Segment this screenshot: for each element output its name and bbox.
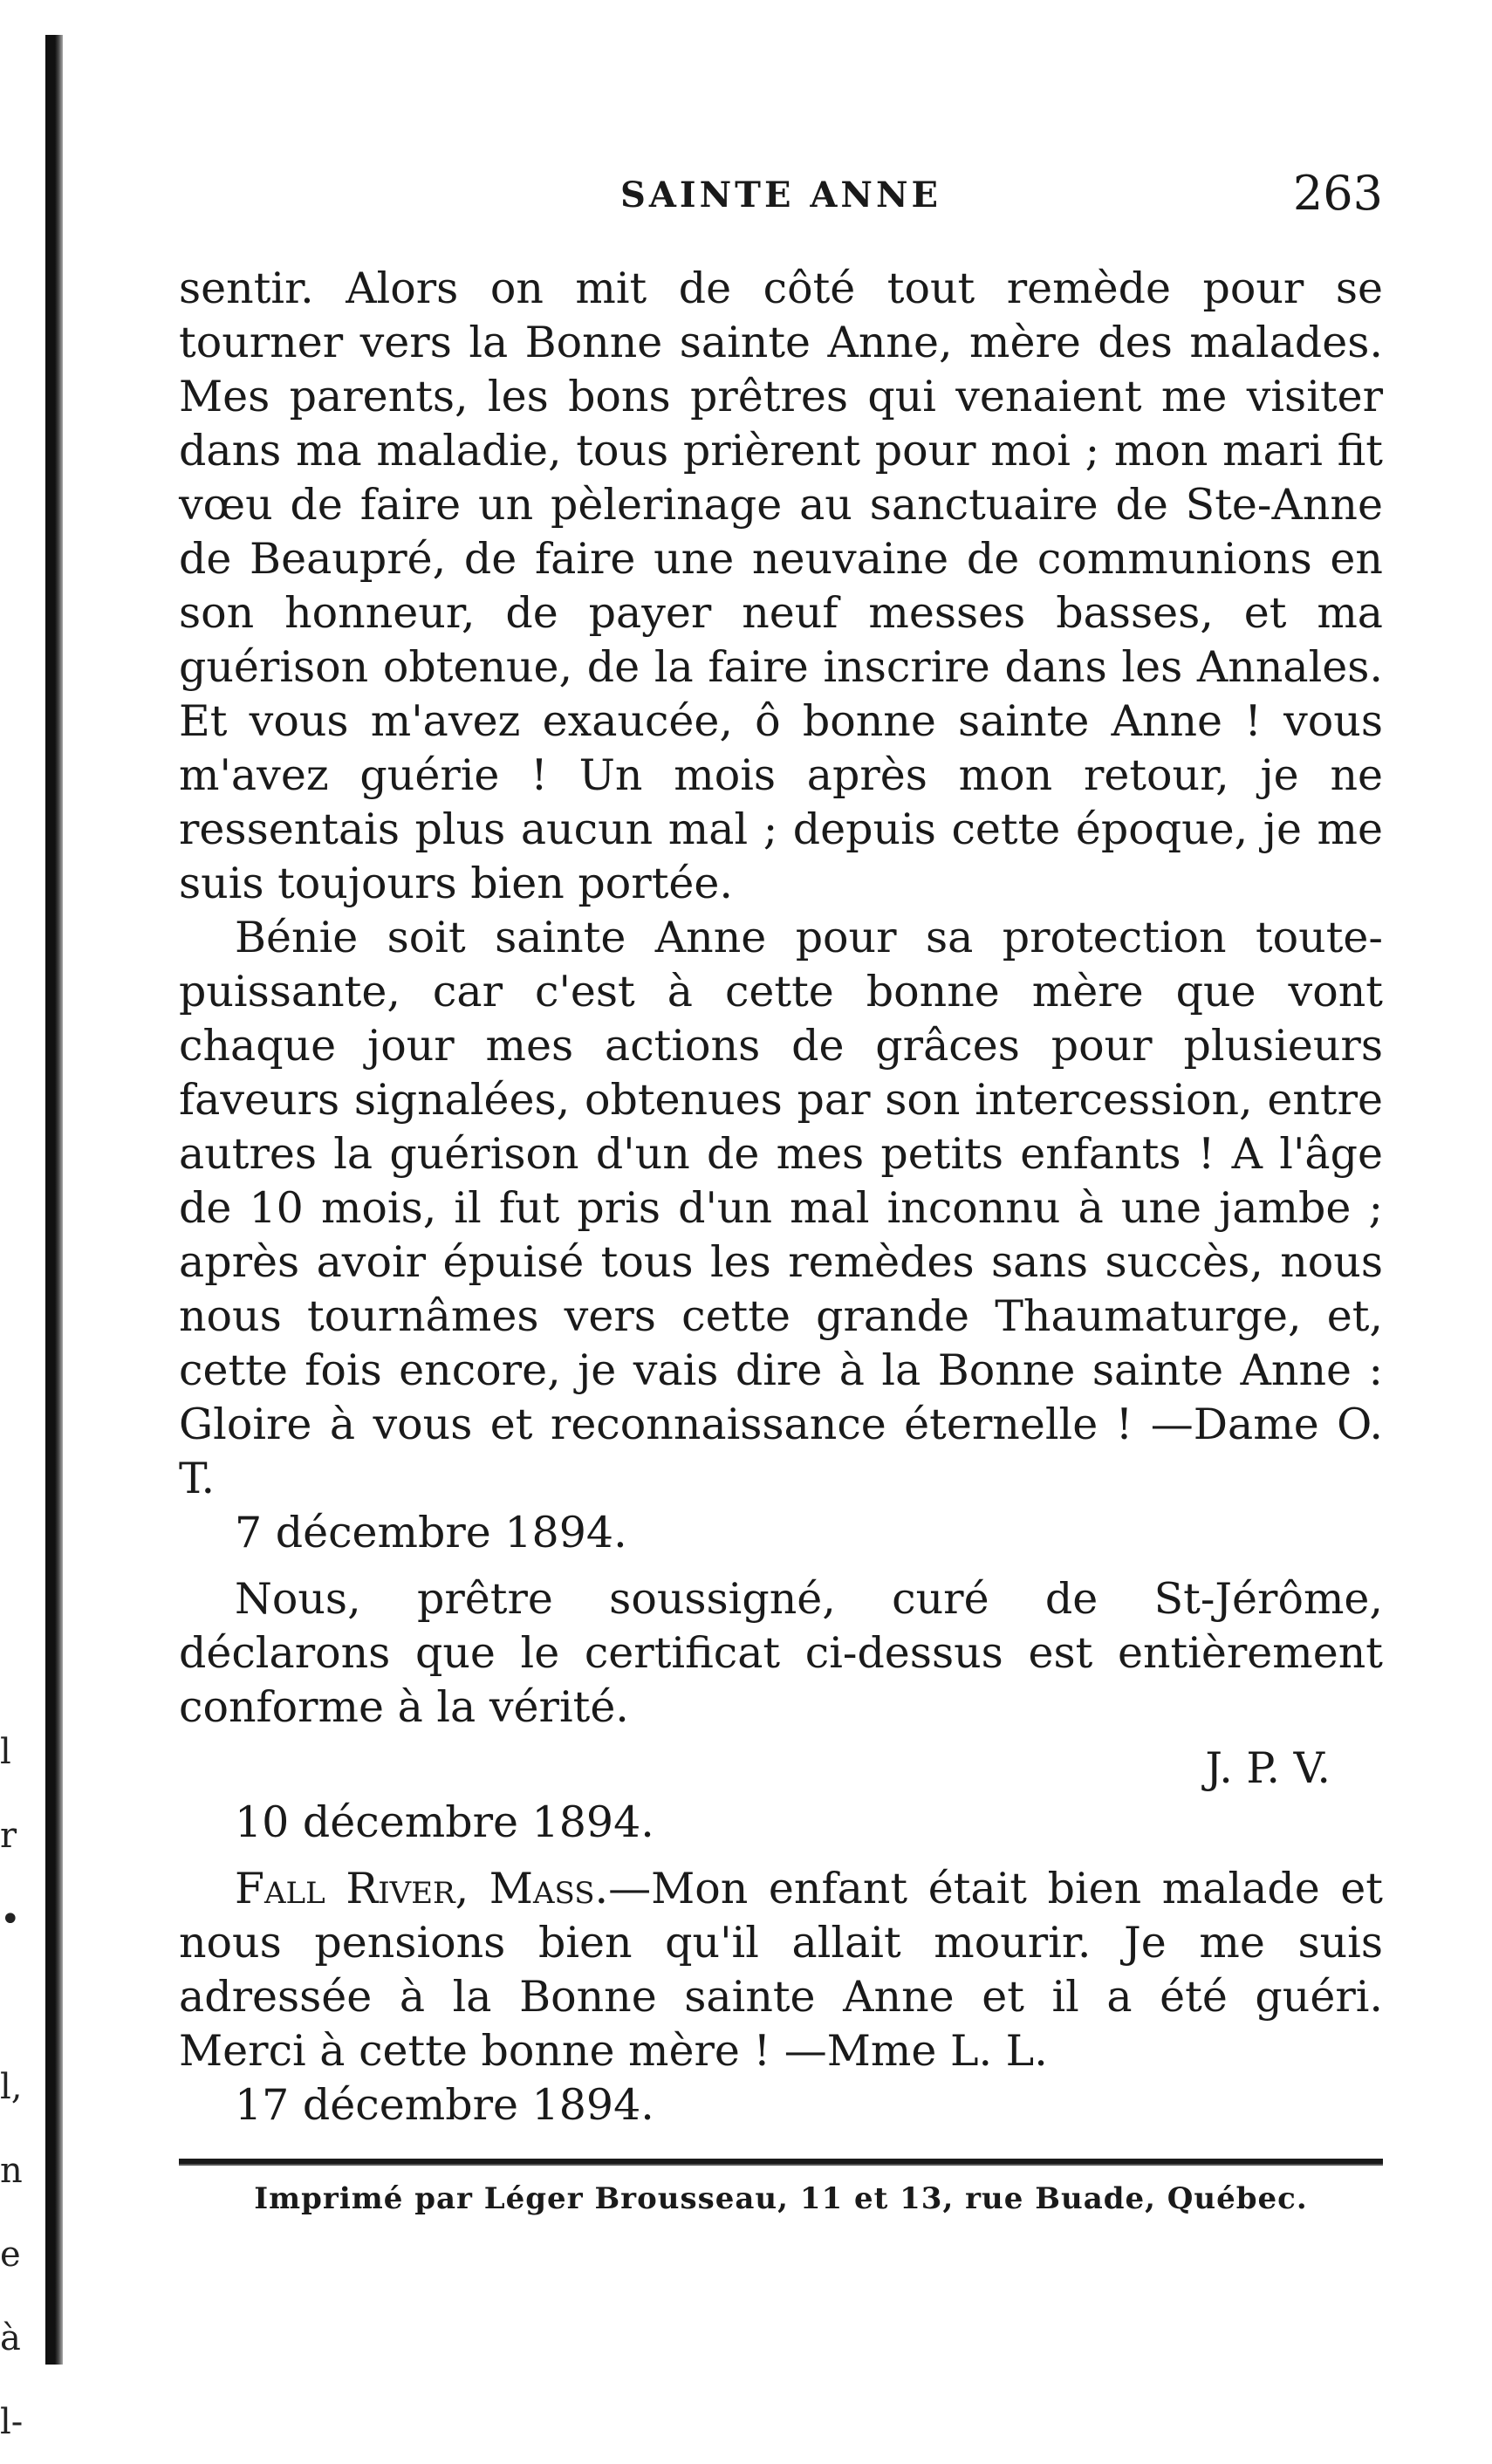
page-number: 263 (1292, 166, 1383, 221)
margin-mark: à (0, 2318, 21, 2358)
priest-certificate: Nous, prêtre soussigné, curé de St-Jérôme, déclarons que le certificat ci-dessus est entièrement conforme à la vérité. (179, 1574, 1383, 1732)
running-head (179, 166, 1383, 227)
date-line: 10 décembre 1894. (235, 1797, 654, 1847)
testimony-text: —Mon enfant était bien malade et nous pensions bien qu'il allait mourir. Je me suis adressée à la Bonne sainte Anne et il a été guéri. Merci à cette bonne mère ! —Mme L. L. (179, 1864, 1383, 2076)
paragraph-benie: Bénie soit sainte Anne pour sa protection toute-puissante, car c'est à cette bonne mère que vont chaque jour mes actions de grâces pour plusieurs faveurs signalées, obtenues par son intercession, entre autres la guérison d'un de mes petits enfants ! A l'âge de 10 mois, il fut pris d'un mal inconnu à une jambe ; après avoir épuisé tous les remèdes sans succès, nous nous tournâmes vers cette grande Thaumaturge, et, cette fois encore, je vais dire à la Bonne sainte Anne : Gloire à vous et reconnaissance éternelle ! —Dame O. T. (179, 913, 1383, 1503)
margin-mark: e (0, 2235, 21, 2275)
margin-mark: l, (0, 2067, 23, 2107)
book-page (179, 166, 1383, 2216)
testimony-fall-river (179, 1862, 1383, 2078)
margin-mark: r (0, 1816, 17, 1856)
printer-imprint: Imprimé par Léger Brousseau, 11 et 13, rue Buade, Québec. (254, 2181, 1308, 2216)
margin-mark: • (0, 1899, 21, 1940)
date-line: 17 décembre 1894. (235, 2080, 654, 2130)
book-binding-edge (45, 35, 63, 2365)
footer-rule (179, 2159, 1383, 2166)
body-text (179, 262, 1383, 2132)
margin-mark (0, 1961, 44, 2045)
binding-margin-marks (0, 1710, 44, 2464)
margin-mark: l- (0, 2402, 24, 2442)
margin-mark: n (0, 2151, 23, 2191)
place-name: Fall River, Mass. (235, 1864, 609, 1913)
paragraph-continuation: sentir. Alors on mit de côté tout remède pour se tourner vers la Bonne sainte Anne, mère des malades. Mes parents, les bons prêtres qui venaient me visiter dans ma maladie, tous prièrent pour moi ; mon mari fit vœu de faire un pèlerinage au sanctuaire de Ste-Anne de Beaupré, de faire une neuvaine de communions en son honneur, de payer neuf messes basses, et ma guérison obtenue, de la faire inscrire dans les Annales. Et vous m'avez exaucée, ô bonne sainte Anne ! vous m'avez guérie ! Un mois après mon retour, je ne ressentais plus aucun mal ; depuis cette époque, je me suis toujours bien portée. (179, 264, 1383, 908)
running-title: SAINTE ANNE (619, 175, 942, 216)
margin-mark: l (0, 1732, 11, 1772)
priest-signature: J. P. V. (1205, 1743, 1331, 1793)
date-line: 7 décembre 1894. (235, 1508, 627, 1557)
